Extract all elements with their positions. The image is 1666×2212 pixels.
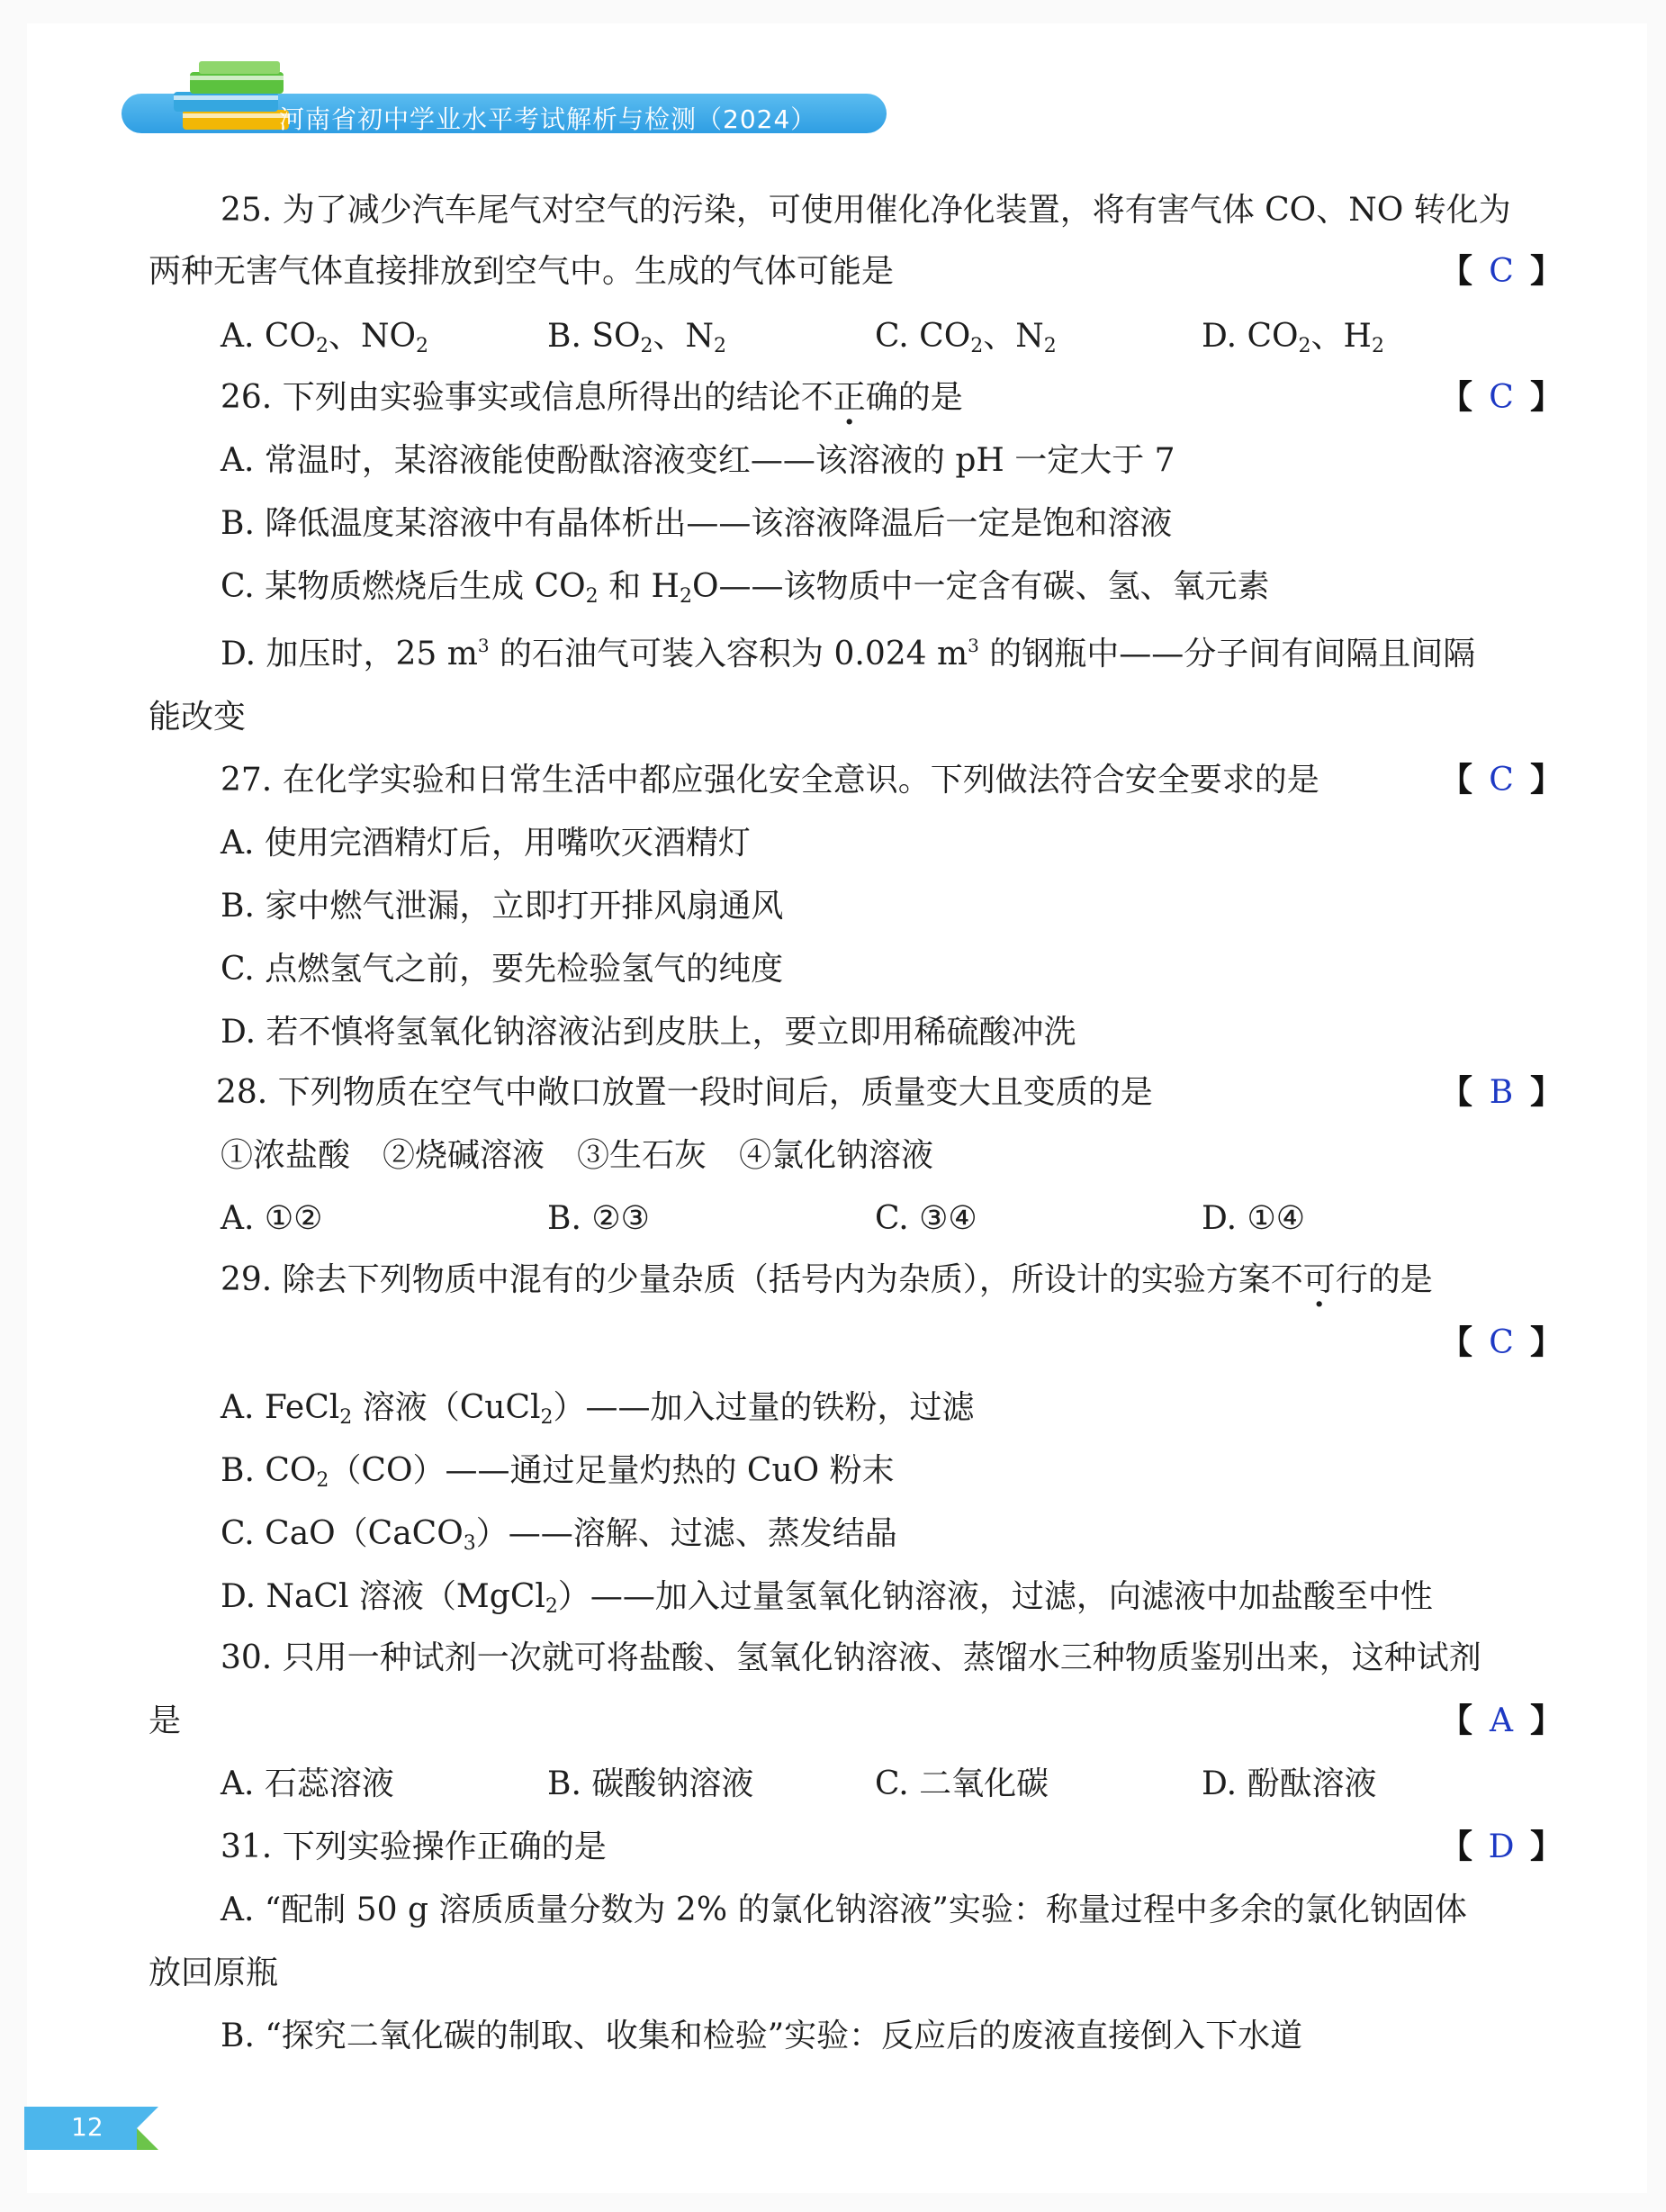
q29-option-c: C. CaO（CaCO$_3$）——溶解、过滤、蒸发结晶 xyxy=(221,1515,897,1555)
q29-emphasis: 不可行 xyxy=(1270,1261,1368,1298)
q29-option-d: D. NaCl 溶液（MgCl$_2$）——加入过量氢氧化钠溶液，过滤，向滤液中加盐酸至中性 xyxy=(221,1578,1433,1618)
q29-stem: 29. 除去下列物质中混有的少量杂质（括号内为杂质），所设计的实验方案不可行的是 xyxy=(221,1261,1433,1298)
q30-stem-line2: 是 xyxy=(149,1702,182,1739)
q28-option-b: B. ②③ xyxy=(547,1200,650,1237)
page-number-tab xyxy=(24,2107,146,2150)
q28-option-c: C. ③④ xyxy=(875,1200,977,1237)
q27-stem: 27. 在化学实验和日常生活中都应强化安全意识。下列做法符合安全要求的是 xyxy=(221,762,1319,799)
q26-option-d-line2: 能改变 xyxy=(149,699,247,736)
q25-option-c: C. $CO_2$、$N_2$ xyxy=(875,318,1057,357)
q30-option-b: B. 碳酸钠溶液 xyxy=(547,1765,754,1802)
q26-answer: 【 C 】 xyxy=(1440,379,1563,416)
q25-stem-line2: 两种无害气体直接排放到空气中。生成的气体可能是 xyxy=(149,253,895,290)
q25-answer: 【 C 】 xyxy=(1440,253,1563,290)
q25-option-d: D. $CO_2$、$H_2$ xyxy=(1202,318,1384,357)
q30-answer-letter: A xyxy=(1490,1702,1514,1739)
q28-items: ①浓盐酸 ②烧碱溶液 ③生石灰 ④氯化钠溶液 xyxy=(221,1137,934,1174)
q25-answer-letter: C xyxy=(1489,253,1514,290)
q28-option-a: A. ①② xyxy=(221,1200,323,1237)
q27-option-a: A. 使用完酒精灯后，用嘴吹灭酒精灯 xyxy=(221,825,751,862)
header-title: 河南省初中学业水平考试解析与检测（2024） xyxy=(279,104,817,134)
q26-answer-letter: C xyxy=(1489,379,1514,416)
q28-option-d: D. ①④ xyxy=(1202,1200,1306,1237)
q25-stem-line1: 25. 为了减少汽车尾气对空气的污染，可使用催化净化装置，将有害气体 CO、NO 转化为 xyxy=(221,192,1511,229)
q28-answer-letter: B xyxy=(1489,1074,1514,1111)
q26-emphasis: 不正确 xyxy=(800,379,898,416)
q29-answer-letter: C xyxy=(1489,1324,1514,1361)
q28-stem: 28. 下列物质在空气中敞口放置一段时间后，质量变大且变质的是 xyxy=(216,1074,1153,1111)
q29-option-a: A. FeCl$_2$ 溶液（CuCl$_2$）——加入过量的铁粉，过滤 xyxy=(221,1389,975,1429)
q27-option-c: C. 点燃氢气之前，要先检验氢气的纯度 xyxy=(221,951,784,988)
q27-option-d: D. 若不慎将氢氧化钠溶液沾到皮肤上，要立即用稀硫酸冲洗 xyxy=(221,1014,1076,1051)
page-tab-corner xyxy=(137,2107,158,2128)
q30-option-d: D. 酚酞溶液 xyxy=(1202,1765,1377,1802)
q31-stem: 31. 下列实验操作正确的是 xyxy=(221,1828,607,1865)
q26-option-b: B. 降低温度某溶液中有晶体析出——该溶液降温后一定是饱和溶液 xyxy=(221,505,1173,542)
q31-option-a-line2: 放回原瓶 xyxy=(149,1955,279,1991)
q29-answer: 【 C 】 xyxy=(1440,1324,1563,1361)
page-tab-fold-icon xyxy=(137,2128,158,2150)
q31-option-b: B. “探究二氧化碳的制取、收集和检验”实验：反应后的废液直接倒入下水道 xyxy=(221,2018,1303,2054)
q25-option-a: A. $CO_2$、$NO_2$ xyxy=(221,318,428,357)
q27-option-b: B. 家中燃气泄漏，立即打开排风扇通风 xyxy=(221,888,784,925)
q26-option-c: C. 某物质燃烧后生成 $CO_2$ 和 $H_2O——$该物质中一定含有碳、氢、氧元素 xyxy=(221,568,1270,608)
q30-option-a: A. 石蕊溶液 xyxy=(221,1765,394,1802)
book-header xyxy=(122,58,896,139)
page-number: 12 xyxy=(71,2112,104,2142)
q29-option-b: B. $CO_2(CO)——$通过足量灼热的 CuO 粉末 xyxy=(221,1452,895,1492)
q28-answer: 【 B 】 xyxy=(1440,1074,1563,1111)
q25-option-b: B. $SO_2$、$N_2$ xyxy=(547,318,727,357)
q27-answer-letter: C xyxy=(1489,762,1514,799)
books-stack-icon xyxy=(158,58,293,139)
q30-stem-line1: 30. 只用一种试剂一次就可将盐酸、氢氧化钠溶液、蒸馏水三种物质鉴别出来，这种试剂 xyxy=(221,1639,1481,1676)
q31-answer-letter: D xyxy=(1488,1828,1515,1865)
q31-answer: 【 D 】 xyxy=(1440,1828,1563,1865)
q27-answer: 【 C 】 xyxy=(1440,762,1563,799)
q30-answer: 【 A 】 xyxy=(1440,1702,1563,1739)
q26-option-a: A. 常温时，某溶液能使酚酞溶液变红——该溶液的 pH 一定大于 7 xyxy=(221,442,1175,479)
q30-option-c: C. 二氧化碳 xyxy=(875,1765,1049,1802)
q31-option-a-line1: A. “配制 50 g 溶质质量分数为 2% 的氯化钠溶液”实验：称量过程中多余的氯化钠固体 xyxy=(221,1891,1467,1928)
q26-stem: 26. 下列由实验事实或信息所得出的结论不正确的是 xyxy=(221,379,963,416)
q26-option-d: D. 加压时，25 $m^3$ 的石油气可装入容积为 0.024 $m^3$ 的钢瓶中——分子间有间隔且间隔 xyxy=(221,635,1476,673)
